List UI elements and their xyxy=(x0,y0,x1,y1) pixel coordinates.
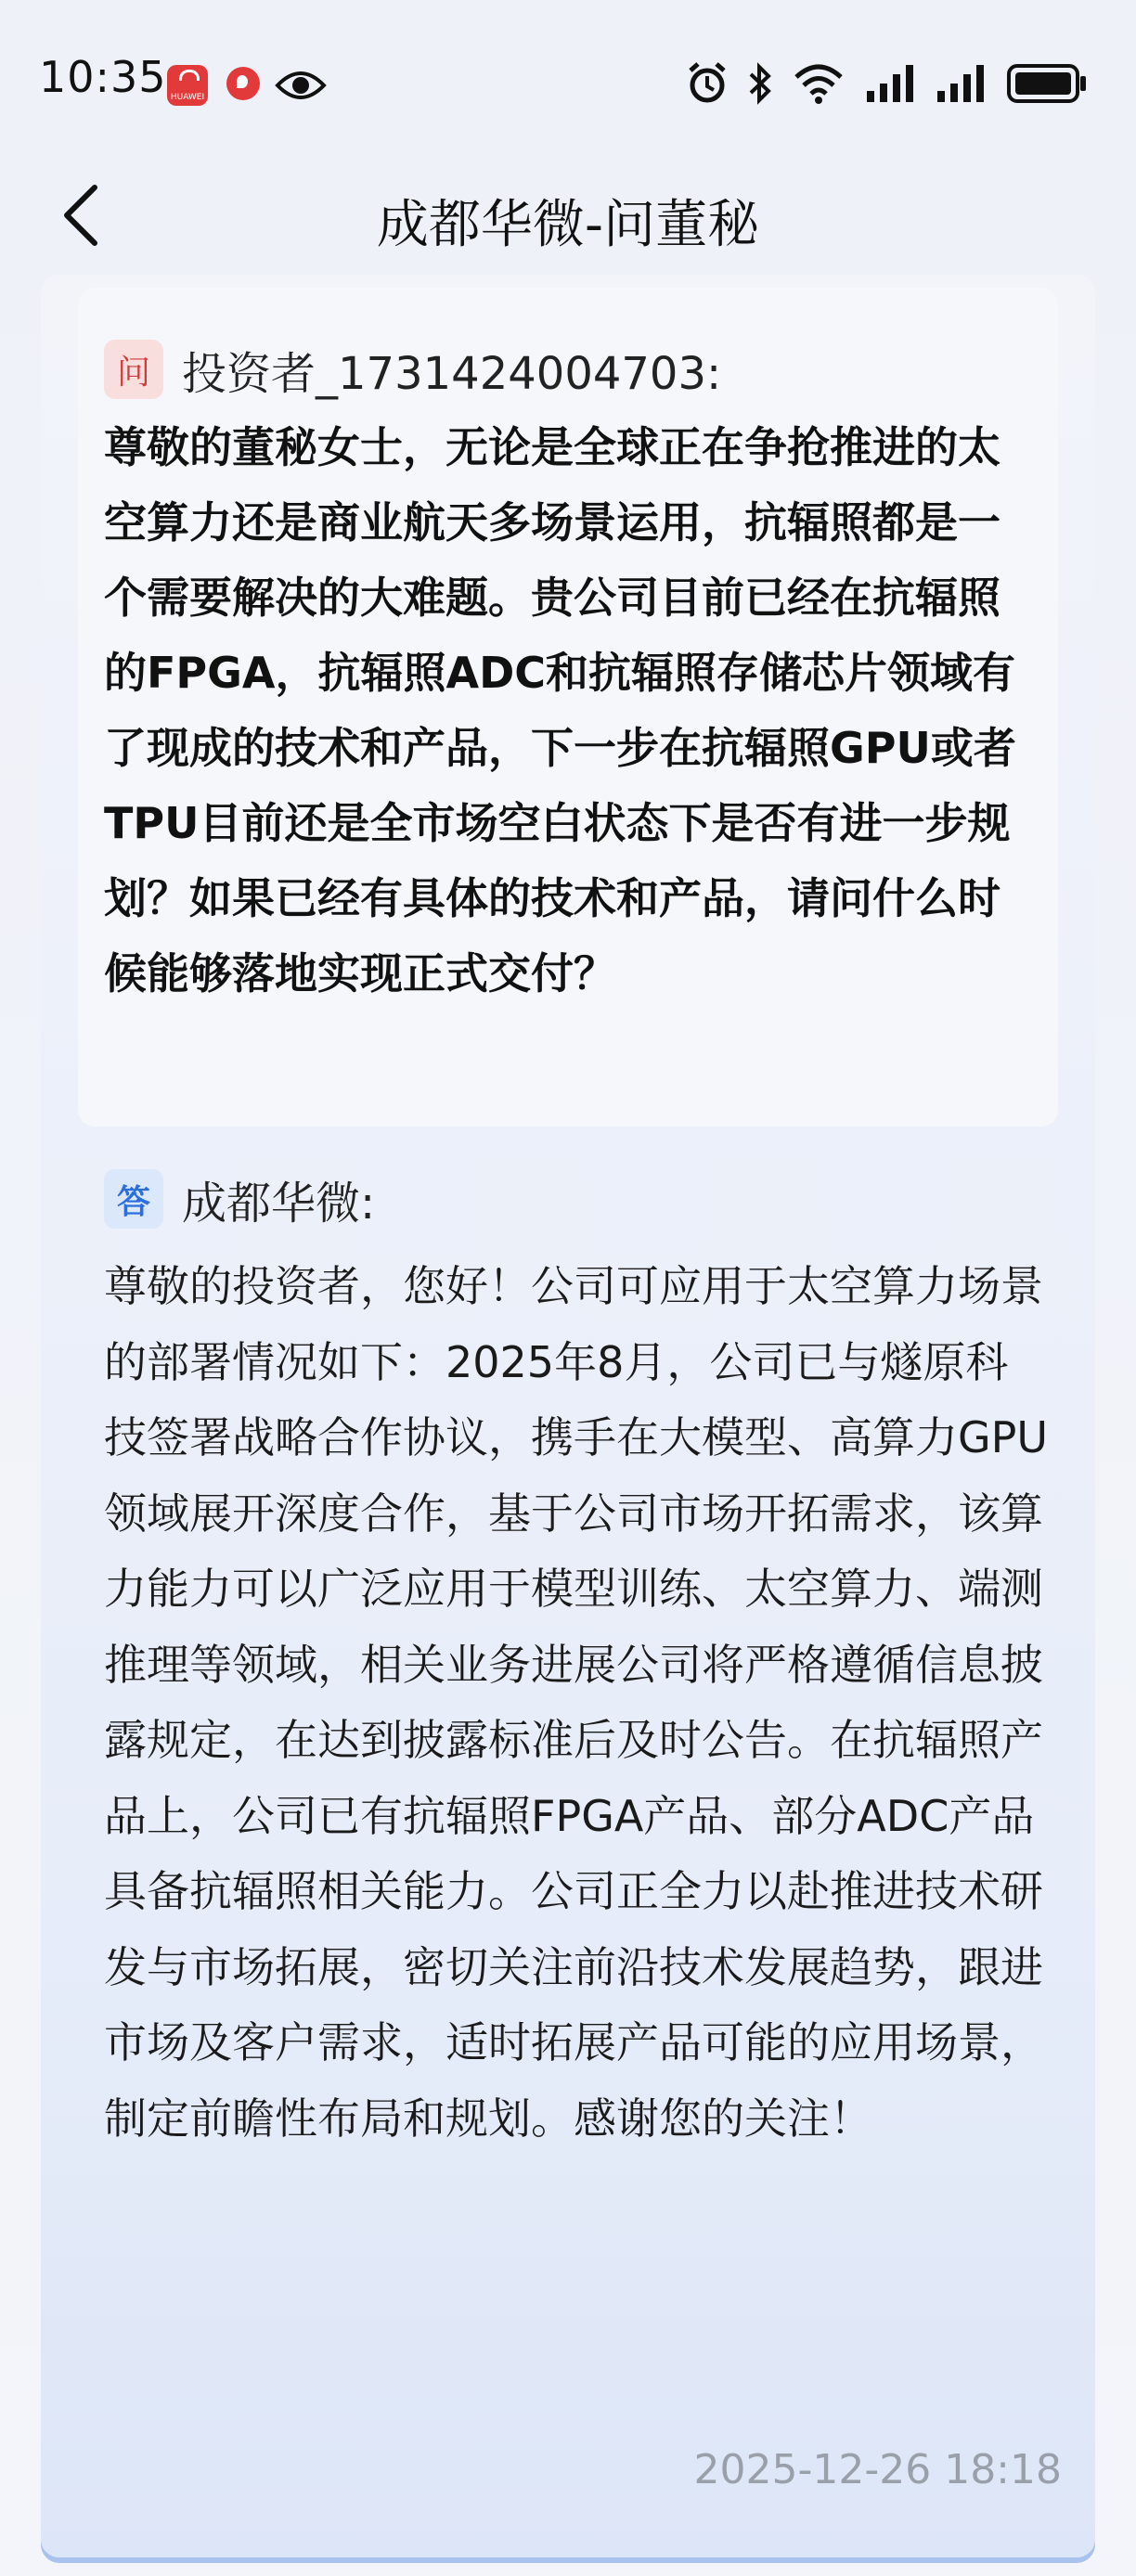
page-title: 成都华微-问董秘 xyxy=(376,195,760,255)
battery-icon xyxy=(1006,63,1088,104)
alarm-icon xyxy=(687,61,728,106)
pin-icon xyxy=(226,67,260,100)
answer-text: 尊敬的投资者，您好！公司可应用于太空算力场景的部署情况如下：2025年8月，公司已与燧原科技签署战略合作协议，携手在大模型、高算力GPU领域展开深度合作，基于公司市场开拓需求，该算力能力可以广泛应用于模型训练、太空算力、端测推理等领域，相关业务进展公司将严格遵循信息披露规定，在达到披露标准后及时公告。在抗辐照产品上，公司已有抗辐照FPGA产品、部分ADC产品具备抗辐照相关能力。公司正全力以赴推进技术研发与市场拓展，密切关注前沿技术发展趋势，跟进市场及客户需求，适时拓展产品可能的应用场景，制定前瞻性布局和规划。感谢您的关注！ xyxy=(104,1261,1049,2144)
answer-timestamp: 2025-12-26 18:18 xyxy=(693,2446,1062,2493)
signal-icon xyxy=(865,63,915,104)
status-bar xyxy=(0,0,1136,167)
qa-card xyxy=(41,275,1095,2557)
question-tag: 问 xyxy=(104,340,163,399)
status-icons xyxy=(687,61,1088,106)
page-header xyxy=(0,167,1136,269)
answerer-name: 成都华微: xyxy=(182,1178,376,1230)
bluetooth-icon xyxy=(748,61,772,106)
question-text: 尊敬的董秘女士，无论是全球正在争抢推进的太空算力还是商业航天多场景运用，抗辐照都是一个需要解决的大难题。贵公司目前已经在抗辐照的FPGA，抗辐照ADC和抗辐照存储芯片领域有了现成的技术和产品，下一步在抗辐照GPU或者TPU目前还是全市场空白状态下是否有进一步规划？如果已经有具体的技术和产品，请问什么时候能够落地实现正式交付？ xyxy=(104,422,1016,998)
signal-icon-2 xyxy=(936,63,986,104)
huawei-app-label: HUAWEI xyxy=(170,93,205,102)
asker-name: 投资者_1731424004703: xyxy=(182,348,722,400)
question-box xyxy=(78,288,1058,1127)
eye-icon xyxy=(275,67,327,104)
huawei-app-icon xyxy=(167,65,208,106)
status-time: 10:35 xyxy=(39,52,167,102)
wifi-icon xyxy=(793,62,845,105)
answer-tag: 答 xyxy=(104,1169,163,1229)
